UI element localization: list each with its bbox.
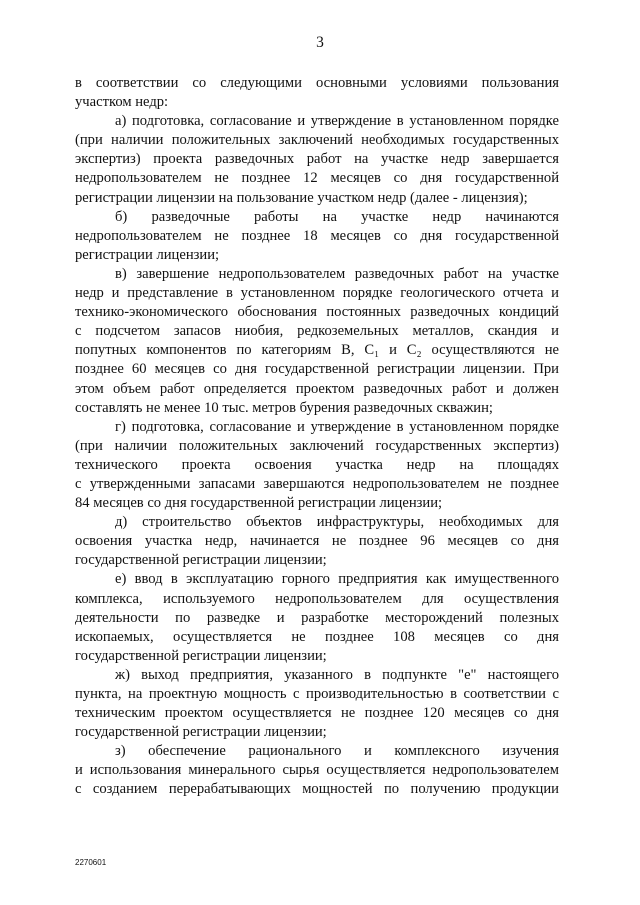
paragraph-line: ж) выход предприятия, указанного в подпункте "е" настоящего	[115, 666, 559, 683]
paragraph-line: участком недр:	[75, 94, 169, 111]
paragraph-g	[75, 418, 559, 513]
paragraph-line: с созданием перерабатывающих мощностей по получению продукции	[75, 781, 559, 798]
paragraph-line: с утвержденными запасами завершаются недропользователем не позднее	[75, 475, 559, 492]
paragraph-line: д) строительство объектов инфраструктуры, необходимых для	[115, 514, 559, 531]
paragraph-line: экспертиз) проекта разведочных работ на участке недр завершается	[75, 151, 559, 168]
document-code: 2270601	[75, 858, 107, 867]
paragraph-line: б) разведочные работы на участке недр начинаются	[115, 208, 559, 225]
paragraph-line: а) подготовка, согласование и утверждение в установленном порядке	[115, 113, 559, 130]
paragraph-line: регистрации лицензии;	[75, 246, 220, 263]
paragraph-line: составлять не менее 10 тыс. метров бурения разведочных скважин;	[75, 399, 493, 416]
paragraph-line: государственной регистрации лицензии;	[75, 724, 327, 741]
paragraph-line: этом объем работ определяется проектом разведочных работ и должен	[75, 380, 559, 397]
paragraph-line: комплекса, используемого недропользователем для осуществления	[75, 590, 559, 607]
paragraph-line: г) подготовка, согласование и утверждение в установленном порядке	[115, 418, 559, 435]
paragraph-line: (при наличии положительных заключений государственных экспертиз)	[75, 437, 559, 454]
paragraph-line: 84 месяцев со дня государственной регистрации лицензии;	[75, 495, 443, 512]
document-body	[75, 74, 559, 800]
paragraph-line: с подсчетом запасов ниобия, редкоземельных металлов, скандия и	[75, 323, 559, 340]
paragraph-line: недр и представление в установленном порядке геологического отчета и	[75, 285, 559, 302]
paragraph-line: (при наличии положительных заключений необходимых государственных	[75, 132, 559, 149]
paragraph-line: государственной регистрации лицензии;	[75, 552, 327, 569]
paragraph-line: недропользователем не позднее 12 месяцев со дня государственной	[75, 170, 559, 187]
paragraph-line: ископаемых, осуществляется не позднее 108 месяцев со дня	[75, 628, 559, 645]
paragraph-line: в) завершение недропользователем разведочных работ на участке	[115, 265, 559, 282]
paragraph-line: попутных компонентов по категориям B, C₁ и C₂ осуществляются не	[75, 342, 559, 359]
paragraph-line: позднее 60 месяцев со дня государственной регистрации лицензии. При	[75, 361, 559, 378]
page-number: 3	[316, 34, 324, 51]
paragraph-intro	[75, 74, 559, 112]
paragraph-line: недропользователем не позднее 18 месяцев со дня государственной	[75, 227, 559, 244]
paragraph-a	[75, 112, 559, 207]
paragraph-line: государственной регистрации лицензии;	[75, 647, 327, 664]
paragraph-line: технико-экономического обоснования постоянных разведочных кондиций	[75, 304, 559, 321]
paragraph-z	[75, 742, 559, 799]
paragraph-line: технического проекта освоения участка недр на площадях	[75, 456, 559, 473]
paragraph-line: пункта, на проектную мощность с производительностью в соответствии с	[75, 686, 559, 702]
paragraph-e	[75, 570, 559, 665]
paragraph-line: и использования минерального сырья осуществляется недропользователем	[75, 762, 559, 779]
paragraph-zh	[75, 666, 559, 742]
paragraph-line: в соответствии со следующими основными условиями пользования	[75, 75, 559, 91]
paragraph-line: з) обеспечение рационального и комплексного изучения	[115, 743, 559, 760]
paragraph-line: е) ввод в эксплуатацию горного предприятия как имущественного	[115, 571, 559, 588]
paragraph-b	[75, 208, 559, 265]
paragraph-v	[75, 265, 559, 418]
paragraph-line: деятельности по разведке и разработке месторождений полезных	[75, 609, 559, 626]
paragraph-line: техническим проектом осуществляется не позднее 120 месяцев со дня	[75, 705, 559, 722]
paragraph-line: регистрации лицензии на пользование участком недр (далее - лицензия);	[75, 189, 528, 206]
paragraph-line: освоения участка недр, начинается не позднее 96 месяцев со дня	[75, 533, 559, 550]
paragraph-d	[75, 513, 559, 570]
